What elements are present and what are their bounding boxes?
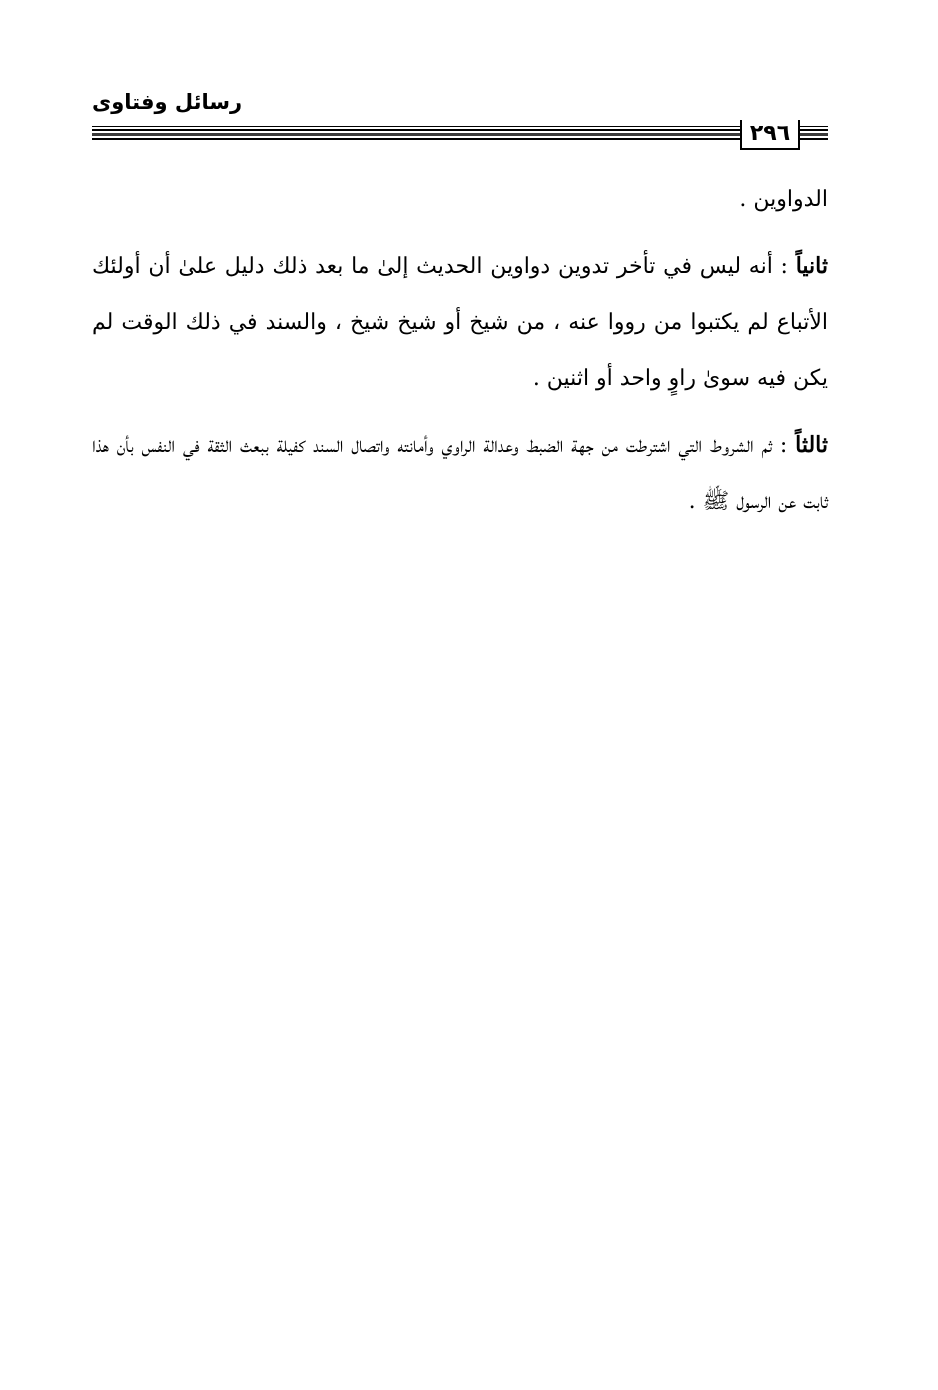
page-number: ٢٩٦	[740, 120, 800, 150]
paragraph	[92, 172, 828, 228]
rule-line	[800, 126, 828, 127]
paragraph	[92, 417, 828, 530]
paragraph-text: : أنه ليس في تأخر تدوين دواوين الحديث إلىٰ ما بعد ذلك دليل علىٰ أن أولئك الأتباع لم يكتبوا من رووا عنه ، من شيخ أو شيخ شيخ ، والسند في ذلك الوقت لم يكن فيه سوىٰ راوٍ واحد أو اثنين .	[92, 254, 828, 391]
rule-line	[800, 133, 828, 136]
rule-line	[800, 129, 828, 131]
rule-line	[800, 138, 828, 140]
rule-line	[92, 129, 740, 131]
body-text	[92, 172, 828, 532]
rule-line	[92, 138, 740, 140]
running-head-title: رسائل وفتاوى	[92, 90, 243, 114]
header-rule	[92, 126, 740, 140]
page-header	[92, 86, 828, 156]
paragraph-lead: ثانياً	[795, 253, 828, 279]
paragraph-text: الدواوين .	[739, 187, 828, 212]
paragraph	[92, 238, 828, 407]
rule-line	[92, 133, 740, 136]
rule-line	[92, 126, 740, 127]
header-rule-tail	[800, 126, 828, 140]
paragraph-lead: ثالثاً	[795, 432, 828, 458]
paragraph-text: : ثم الشروط التي اشترطت من جهة الضبط وعدالة الراوي وأمانته واتصال السند كفيلة ببعث الثقة في النفس بأن هذا ثابت عن الرسول ﷺ .	[92, 433, 828, 514]
